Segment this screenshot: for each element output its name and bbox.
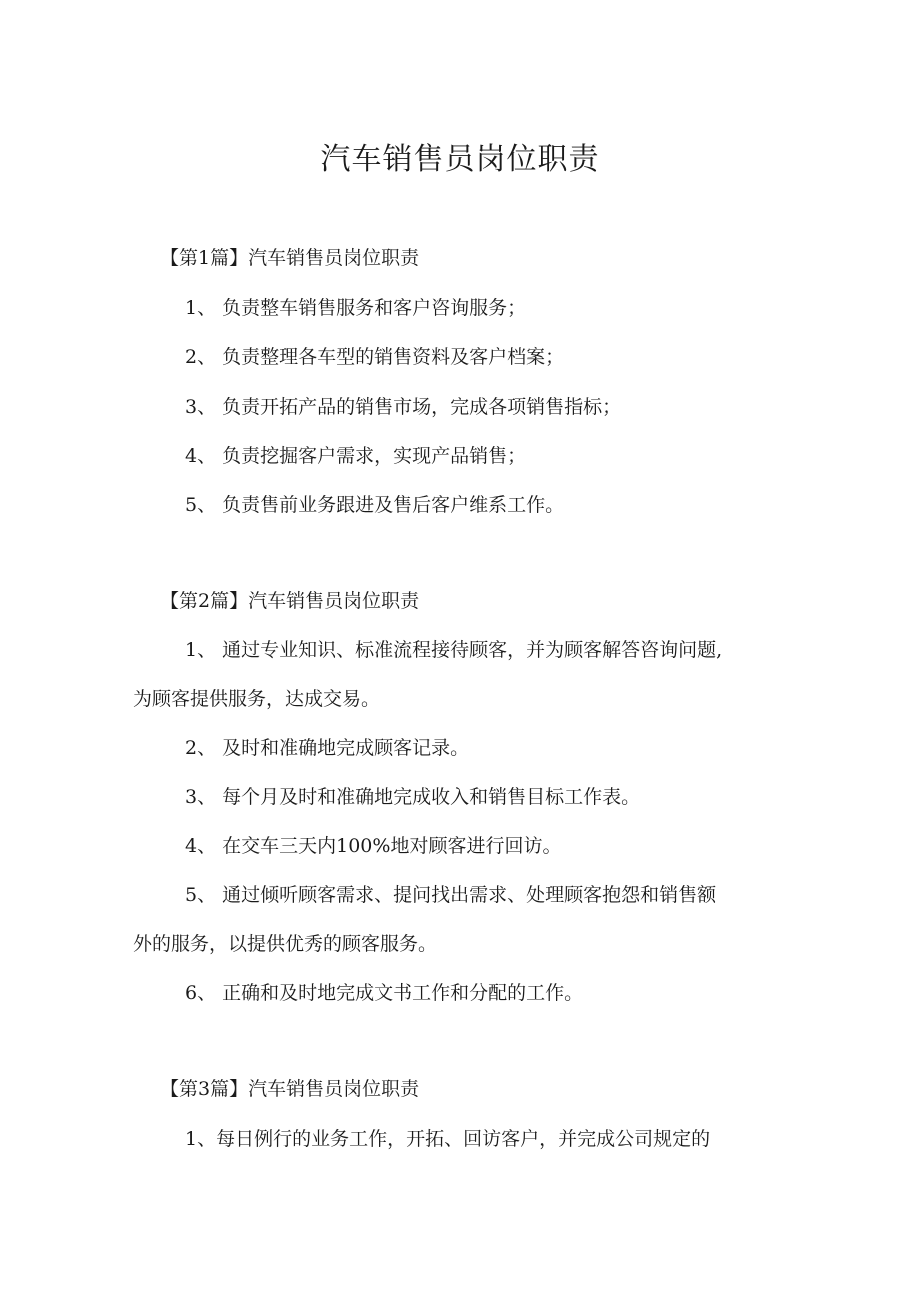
section-1-item-1: 1、 负责整车销售服务和客户咨询服务；: [185, 297, 527, 319]
section-2-item-3: 3、 每个月及时和准确地完成收入和销售目标工作表。: [185, 786, 641, 808]
section-1-item-4: 4、 负责挖掘客户需求，实现产品销售；: [185, 445, 527, 467]
section-2-item-4: 4、 在交车三天内100%地对顾客进行回访。: [185, 835, 562, 857]
section-2-item-2: 2、 及时和准确地完成顾客记录。: [185, 737, 470, 759]
section-2-item-5-continued: 外的服务，以提供优秀的顾客服务。: [133, 933, 438, 955]
section-1-heading: 【第1篇】汽车销售员岗位职责: [160, 247, 420, 269]
section-3-item-1: 1、每日例行的业务工作，开拓、回访客户，并完成公司规定的: [185, 1128, 711, 1150]
section-1-item-3: 3、 负责开拓产品的销售市场，完成各项销售指标；: [185, 396, 622, 418]
section-1-item-2: 2、 负责整理各车型的销售资料及客户档案；: [185, 346, 565, 368]
section-2-item-1: 1、 通过专业知识、标准流程接待顾客，并为顾客解答咨询问题,: [185, 639, 723, 661]
section-2-item-5: 5、 通过倾听顾客需求、提问找出需求、处理顾客抱怨和销售额: [185, 884, 717, 906]
section-3-heading: 【第3篇】汽车销售员岗位职责: [160, 1078, 420, 1100]
section-2-heading: 【第2篇】汽车销售员岗位职责: [160, 590, 420, 612]
section-2-item-6: 6、 正确和及时地完成文书工作和分配的工作。: [185, 982, 584, 1004]
section-1-item-5: 5、 负责售前业务跟进及售后客户维系工作。: [185, 494, 565, 516]
document-title: 汽车销售员岗位职责: [320, 142, 600, 177]
section-2-item-1-continued: 为顾客提供服务，达成交易。: [133, 688, 381, 710]
